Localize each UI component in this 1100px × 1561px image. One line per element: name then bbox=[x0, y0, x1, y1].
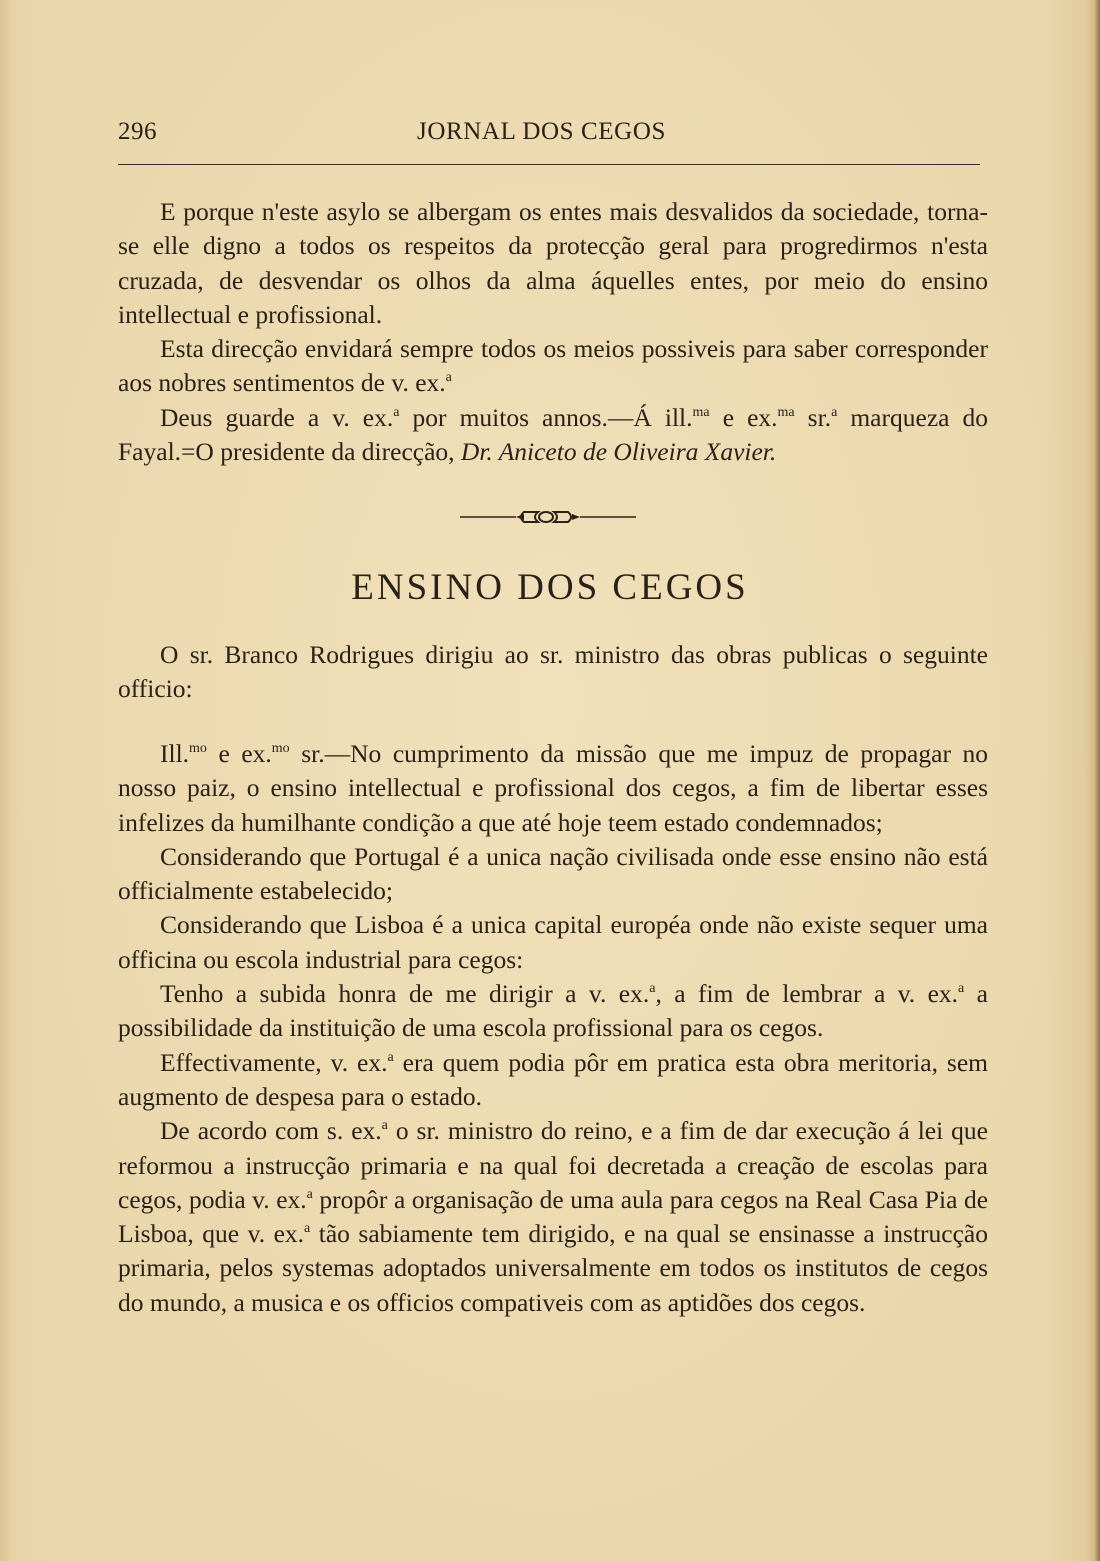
paragraph-text: Tenho a subida honra de me dirigir a v. ex. bbox=[160, 979, 650, 1009]
paragraph-text: De acordo com s. ex. bbox=[160, 1116, 382, 1146]
paragraph-text: , a fim de lembrar a v. ex. bbox=[655, 979, 959, 1009]
paragraph bbox=[118, 1046, 988, 1115]
paragraph bbox=[118, 908, 988, 977]
paragraph-text: e ex. bbox=[206, 739, 272, 768]
signature: Dr. Aniceto de Oliveira Xavier. bbox=[460, 437, 777, 467]
paragraph-text: Considerando que Portugal é a unica nação civilisada onde esse ensino não está officialmente estabelecido; bbox=[118, 841, 988, 906]
paragraph-text: E porque n'este asylo se albergam os entes mais desvalidos da sociedade, torna-se elle digno a todos os respeitos da protecção geral para progredirmos n'esta cruzada, de desvendar os olhos da alma áquelles entes, por meio do ensino intellectual e profissional. bbox=[118, 197, 988, 329]
paragraph-text: marqueza do Fayal.=O presidente da direcção, bbox=[118, 402, 989, 467]
paragraph bbox=[118, 195, 988, 332]
superscript: a bbox=[381, 1118, 388, 1134]
paragraph-text: Deus guarde a v. ex. bbox=[160, 402, 394, 432]
section-intro bbox=[118, 638, 988, 707]
paragraph bbox=[118, 977, 988, 1046]
superscript: a bbox=[306, 1186, 313, 1202]
header-rule bbox=[118, 164, 980, 165]
superscript: a bbox=[304, 1221, 311, 1237]
letter-conclusion bbox=[118, 195, 988, 469]
superscript: a bbox=[831, 404, 838, 420]
page-number: 296 bbox=[118, 118, 157, 145]
paragraph bbox=[118, 638, 988, 707]
closing-paragraph bbox=[118, 401, 988, 470]
section-title: ENSINO DOS CEGOS bbox=[351, 567, 749, 608]
superscript: a bbox=[445, 370, 452, 386]
paragraph-text: Ill. bbox=[160, 739, 190, 768]
superscript: mo bbox=[271, 741, 290, 756]
paragraph-text: a possibilidade da instituição de uma escola profissional para os cegos. bbox=[118, 979, 988, 1043]
section-divider-ornament bbox=[460, 508, 636, 526]
page-edge-shadow bbox=[1094, 0, 1100, 1561]
paragraph bbox=[118, 1114, 988, 1320]
journal-title: JORNAL DOS CEGOS bbox=[417, 118, 666, 145]
running-header bbox=[118, 118, 980, 158]
paragraph bbox=[118, 332, 988, 401]
superscript: a bbox=[649, 981, 656, 997]
paragraph-text: tão sabiamente tem dirigido, e na qual se ensinasse a instrucção primaria, pelos systemas adoptados universalmente em todos os institutos de cegos do mundo, a musica e os officios compativeis com as aptidões dos cegos. bbox=[118, 1219, 988, 1317]
paragraph-text: Considerando que Lisboa é a unica capital européa onde não existe sequer uma officina ou escola industrial para cegos: bbox=[118, 910, 988, 974]
paragraph-text: e ex. bbox=[709, 402, 778, 432]
superscript: ma bbox=[692, 404, 710, 420]
paragraph-text: o sr. ministro do reino, e a fim de dar execução á lei que reformou a instrucção primaria e na qual foi decretada a creação de escolas para cegos, podia v. ex. bbox=[118, 1116, 988, 1214]
officio-body bbox=[118, 737, 988, 1320]
superscript: a bbox=[387, 1049, 394, 1065]
paragraph bbox=[118, 737, 988, 840]
paragraph-text: sr.—No cumprimento da missão que me impuz de propagar no nosso paiz, o ensino intellectual e profissional dos cegos, a fim de libertar esses infelizes da humilhante condição a que até hoje teem estado condemnados; bbox=[118, 739, 988, 837]
superscript: mo bbox=[189, 741, 207, 756]
superscript: ma bbox=[777, 404, 795, 420]
paragraph-text: por muitos annos.—Á ill. bbox=[399, 402, 693, 432]
paragraph-text: O sr. Branco Rodrigues dirigiu ao sr. ministro das obras publicas o seguinte officio: bbox=[118, 640, 988, 704]
paragraph-text: sr. bbox=[794, 402, 832, 432]
paragraph-text: Esta direcção envidará sempre todos os meios possiveis para saber corresponder aos nobres sentimentos de v. ex. bbox=[118, 334, 988, 398]
paragraph-text: era quem podia pôr em pratica esta obra meritoria, sem augmento de despesa para o estado. bbox=[118, 1047, 988, 1111]
superscript: a bbox=[958, 981, 965, 997]
paragraph bbox=[118, 840, 988, 909]
paragraph-text: propôr a organisação de uma aula para cegos na Real Casa Pia de Lisboa, que v. ex. bbox=[118, 1184, 989, 1249]
superscript: a bbox=[393, 404, 400, 420]
paragraph-text: Effectivamente, v. ex. bbox=[160, 1047, 388, 1077]
